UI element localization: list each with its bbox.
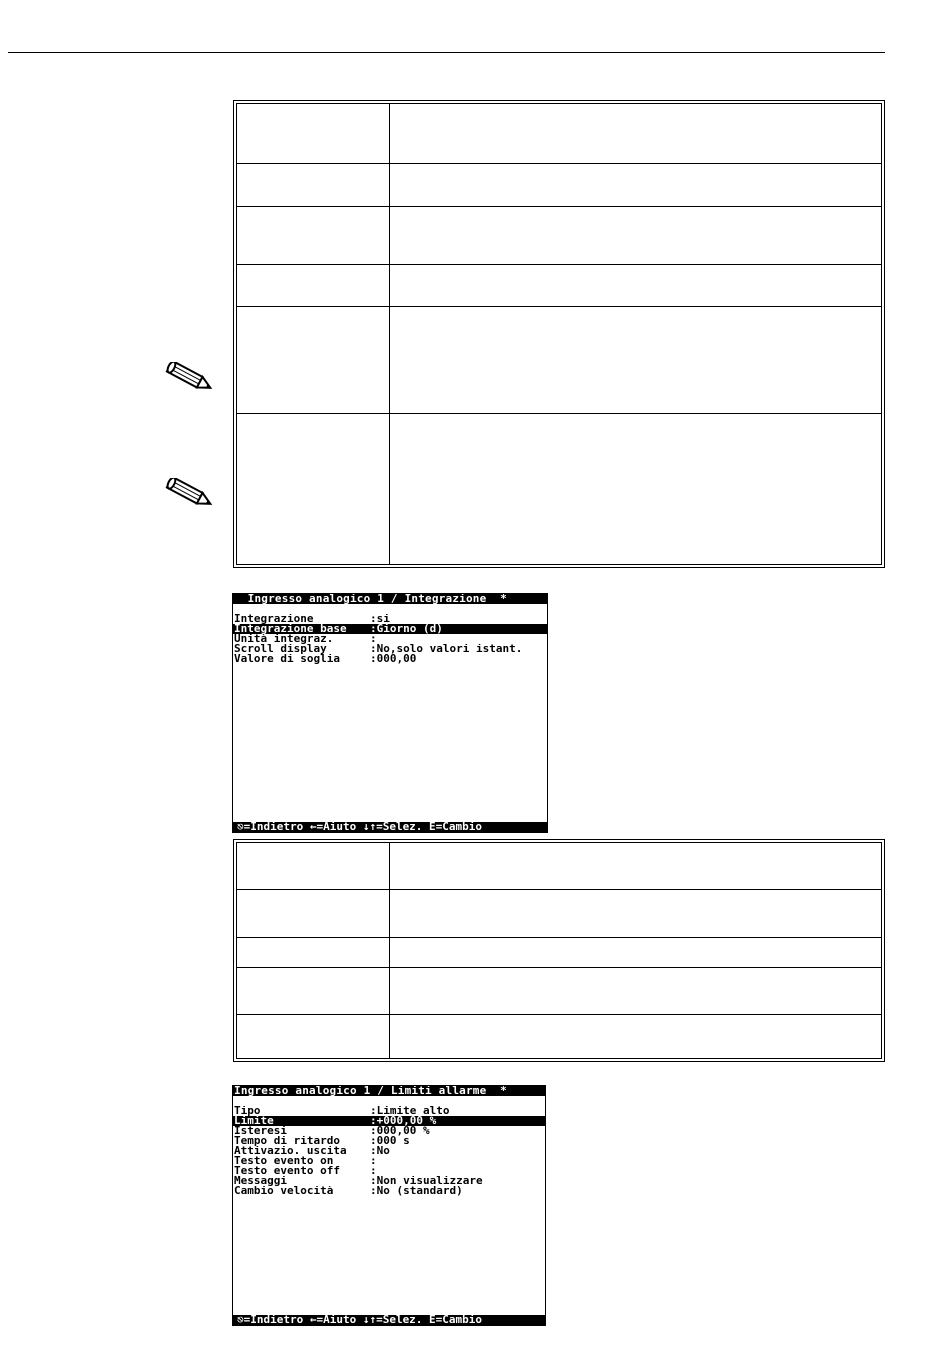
param-desc-cell [390,968,881,1014]
setting-label: Valore di soglia [234,654,340,664]
param-name-cell [237,414,390,564]
setting-label: Testo evento off [234,1166,340,1176]
param-desc-cell [390,265,881,306]
setting-label: Tempo di ritardo [234,1136,340,1146]
table-row [237,1015,881,1058]
param-desc-cell [390,164,881,206]
param-desc-cell [390,938,881,967]
table-row [237,414,881,564]
table-row [237,307,881,414]
setting-row-testo-evento-off[interactable] [233,1166,545,1176]
setting-label: Isteresi [234,1126,287,1136]
screen-body [233,604,547,664]
setting-row-attivazio-uscita[interactable] [233,1146,545,1156]
param-name-cell [237,938,390,967]
setting-value: :si [370,614,390,624]
setting-row-isteresi[interactable] [233,1126,545,1136]
setting-row-testo-evento-on[interactable] [233,1156,545,1166]
setting-row-cambio-velocita[interactable] [233,1186,545,1196]
setting-value: : [370,1166,377,1176]
setting-row-tipo[interactable] [233,1106,545,1116]
setting-label: Limite [234,1116,274,1126]
param-name-cell [237,207,390,264]
parameter-table-alarm-limits [233,839,885,1062]
setting-label: Tipo [234,1106,261,1116]
note-pencil-icon [164,478,216,508]
setting-row-integrazione[interactable] [233,614,547,624]
screen-title: Ingresso analogico 1 / Integrazione * [233,594,547,604]
header-rule [8,52,885,53]
setting-row-scroll-display[interactable] [233,644,547,654]
setting-label: Testo evento on [234,1156,334,1166]
param-name-cell [237,968,390,1014]
param-name-cell [237,890,390,937]
param-name-cell [237,164,390,206]
param-name-cell [237,843,390,889]
table-row [237,207,881,265]
setting-row-valore-soglia[interactable] [233,654,547,664]
setting-label: Cambio velocità [234,1186,334,1196]
setting-value: :Limite alto [370,1106,450,1116]
param-name-cell [237,307,390,413]
setting-value: :000 s [370,1136,410,1146]
setting-row-integrazione-base[interactable] [233,624,547,634]
setting-label: Scroll display [234,644,327,654]
setting-row-messaggi[interactable] [233,1176,545,1186]
setting-label: Unità integraz. [234,634,334,644]
table-row [237,890,881,938]
table-row [237,265,881,307]
param-desc-cell [390,307,881,413]
setting-value: :000,00 [370,654,417,664]
table-row [237,843,881,890]
setting-value: :000,00 % [370,1126,430,1136]
setting-row-unita-integraz[interactable] [233,634,547,644]
setting-value: :+000,00 % [370,1116,437,1126]
table-row [237,938,881,968]
parameter-table-integration [233,100,885,568]
table-row [237,968,881,1015]
setting-value: :No [370,1146,390,1156]
setting-row-limite[interactable] [233,1116,545,1126]
setting-value: :Giorno (d) [370,624,443,634]
setting-value: :No,solo valori istant. [370,644,523,654]
setting-label: Integrazione [234,614,314,624]
setting-value: :Non visualizzare [370,1176,483,1186]
setting-value: : [370,1156,377,1166]
screen-footer: ⎋=Indietro ←=Aiuto ↓↑=Selez. E=Cambio [233,1315,545,1325]
table-row [237,164,881,207]
param-desc-cell [390,207,881,264]
setting-label: Attivazio. uscita [234,1146,347,1156]
setting-label: Integrazione base [234,624,347,634]
screen-title: Ingresso analogico 1 / Limiti allarme * [233,1086,545,1096]
param-name-cell [237,1015,390,1058]
param-desc-cell [390,104,881,163]
param-desc-cell [390,1015,881,1058]
param-name-cell [237,104,390,163]
note-pencil-icon [164,362,216,392]
table-row [237,104,881,164]
param-desc-cell [390,414,881,564]
device-screen-integration [232,593,548,833]
screen-body [233,1096,545,1196]
device-screen-alarm-limits [232,1085,546,1326]
setting-value: : [370,634,377,644]
setting-label: Messaggi [234,1176,287,1186]
param-desc-cell [390,843,881,889]
setting-value: :No (standard) [370,1186,463,1196]
setting-row-tempo-ritardo[interactable] [233,1136,545,1146]
screen-footer: ⎋=Indietro ←=Aiuto ↓↑=Selez. E=Cambio [233,822,547,832]
param-desc-cell [390,890,881,937]
param-name-cell [237,265,390,306]
